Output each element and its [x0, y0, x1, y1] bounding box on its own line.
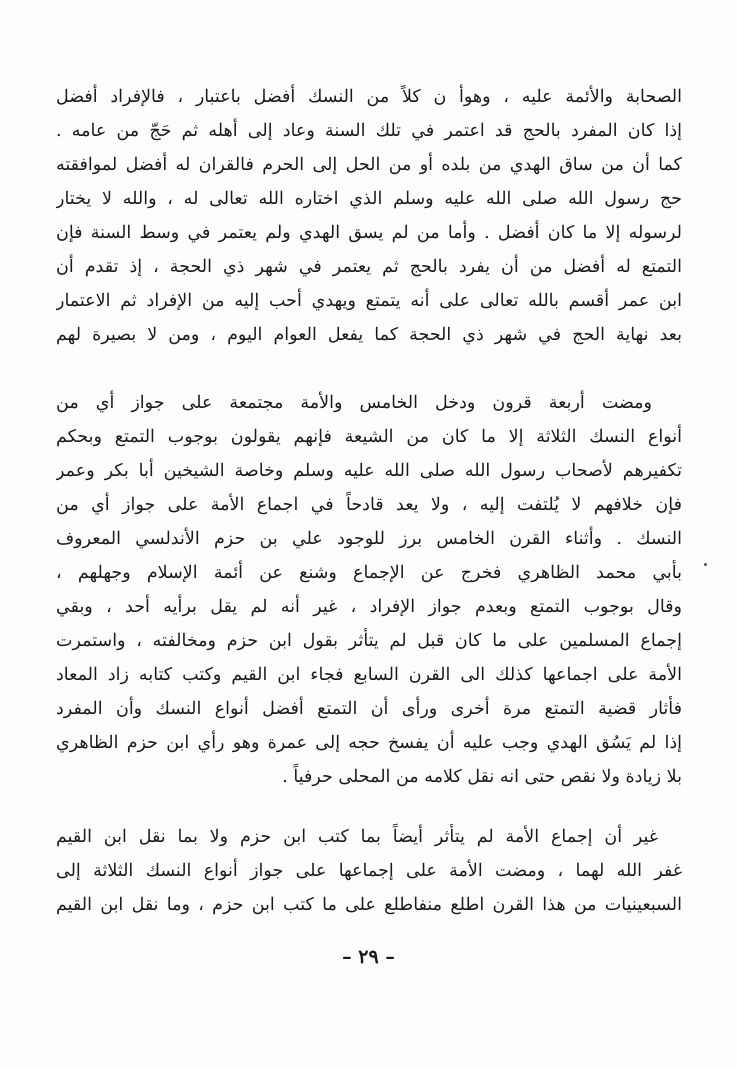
text-line: بأبي محمد الظاهري فخرج عن الإجماع وشنع عن أئمة الإسلام وجهلهم ،: [56, 563, 682, 583]
paragraph-1: [56, 80, 682, 352]
text-line: النسك . وأثناء القرن الخامس برز للوجود علي بن حزم الأندلسي المعروف: [56, 529, 682, 549]
text-line: أنواع النسك الثلاثة إلا ما كان من الشيعة فإنهم يقولون بوجوب التمتع وبحكم: [56, 427, 682, 447]
text-line: ومضت أربعة قرون ودخل الخامس والأمة مجتمعة على جواز أي من: [56, 393, 652, 413]
text-line: السبعينيات من هذا القرن اطلع منفاطلع على ما كتب ابن حزم ، وما نقل ابن القيم: [56, 895, 682, 915]
text-line: وقال بوجوب التمتع وبعدم جواز الإفراد ، غير أنه لم يقل برأيه أحد ، وبقي: [56, 597, 682, 617]
text-line: التمتع له أفضل من أن يفرد بالحج ثم يعتمر في شهر ذي الحجة ، إذ تقدم أن: [56, 257, 682, 277]
paragraph-3: [56, 820, 682, 922]
text-line: حج رسول الله صلى الله عليه وسلم الذي اختاره الله تعالى له ، والله لا يختار: [56, 189, 682, 209]
text-line: بلا زيادة ولا نقص حتى انه نقل كلامه من المحلى حرفياً .: [282, 767, 682, 787]
text-line: لرسوله إلا ما كان أفضل . وأما من لم يسق الهدي ولم يعتمر في وسط السنة فإن: [56, 223, 682, 243]
text-line: كما أن من ساق الهدي من بلده أو من الحل إلى الحرم فالقران له أفضل لموافقته: [56, 155, 682, 175]
text-line: إذا كان المفرد بالحج قد اعتمر في تلك السنة وعاد إلى أهله ثم حَجّ من عامه .: [56, 121, 682, 141]
margin-dot: [704, 563, 707, 566]
text-line: الأمة على اجماعها كذلك الى القرن السابع فجاء ابن القيم وكتب كتابه زاد المعاد: [56, 665, 682, 685]
text-line: إذا لم يَسُق الهدي وجب عليه أن يفسخ حجه إلى عمرة وهو رأي ابن حزم الظاهري: [56, 733, 682, 753]
text-line: بعد نهاية الحج في شهر ذي الحجة كما يفعل العوام اليوم ، ومن لا بصيرة لهم: [56, 325, 682, 345]
text-line: الصحابة والأئمة عليه ، وهوأ ن كلاً من النسك أفضل باعتبار ، فالإفراد أفضل: [56, 87, 682, 107]
text-line: غير أن إجماع الأمة لم يتأثر أيضاً بما كتب ابن حزم ولا بما نقل ابن القيم: [56, 827, 658, 847]
paragraph-2: [56, 386, 682, 794]
text-line: فإن خلافهم لا يُلتفت إليه ، ولا يعد قادحاً في اجماع الأمة على جواز أي من: [56, 495, 682, 515]
text-line: ابن عمر أقسم بالله تعالى على أنه يتمتع ويهدي أحب إليه من الإفراد ثم الاعتمار: [56, 291, 682, 311]
text-line: فأثار قضية التمتع مرة أخرى ورأى أن التمتع أفضل أنواع النسك وأن المفرد: [56, 699, 682, 719]
text-line: إجماع المسلمين على ما كان قبل لم يتأثر بقول ابن حزم ومخالفته ، واستمرت: [56, 631, 682, 651]
page-number: – ٢٩ –: [342, 946, 395, 968]
text-line: تكفيرهم لأصحاب رسول الله صلى الله عليه وسلم وخاصة الشيخين أبا بكر وعمر: [56, 461, 682, 481]
text-line: غفر الله لهما ، ومضت الأمة على إجماعها على جواز أنواع النسك الثلاثة إلى: [56, 861, 682, 881]
